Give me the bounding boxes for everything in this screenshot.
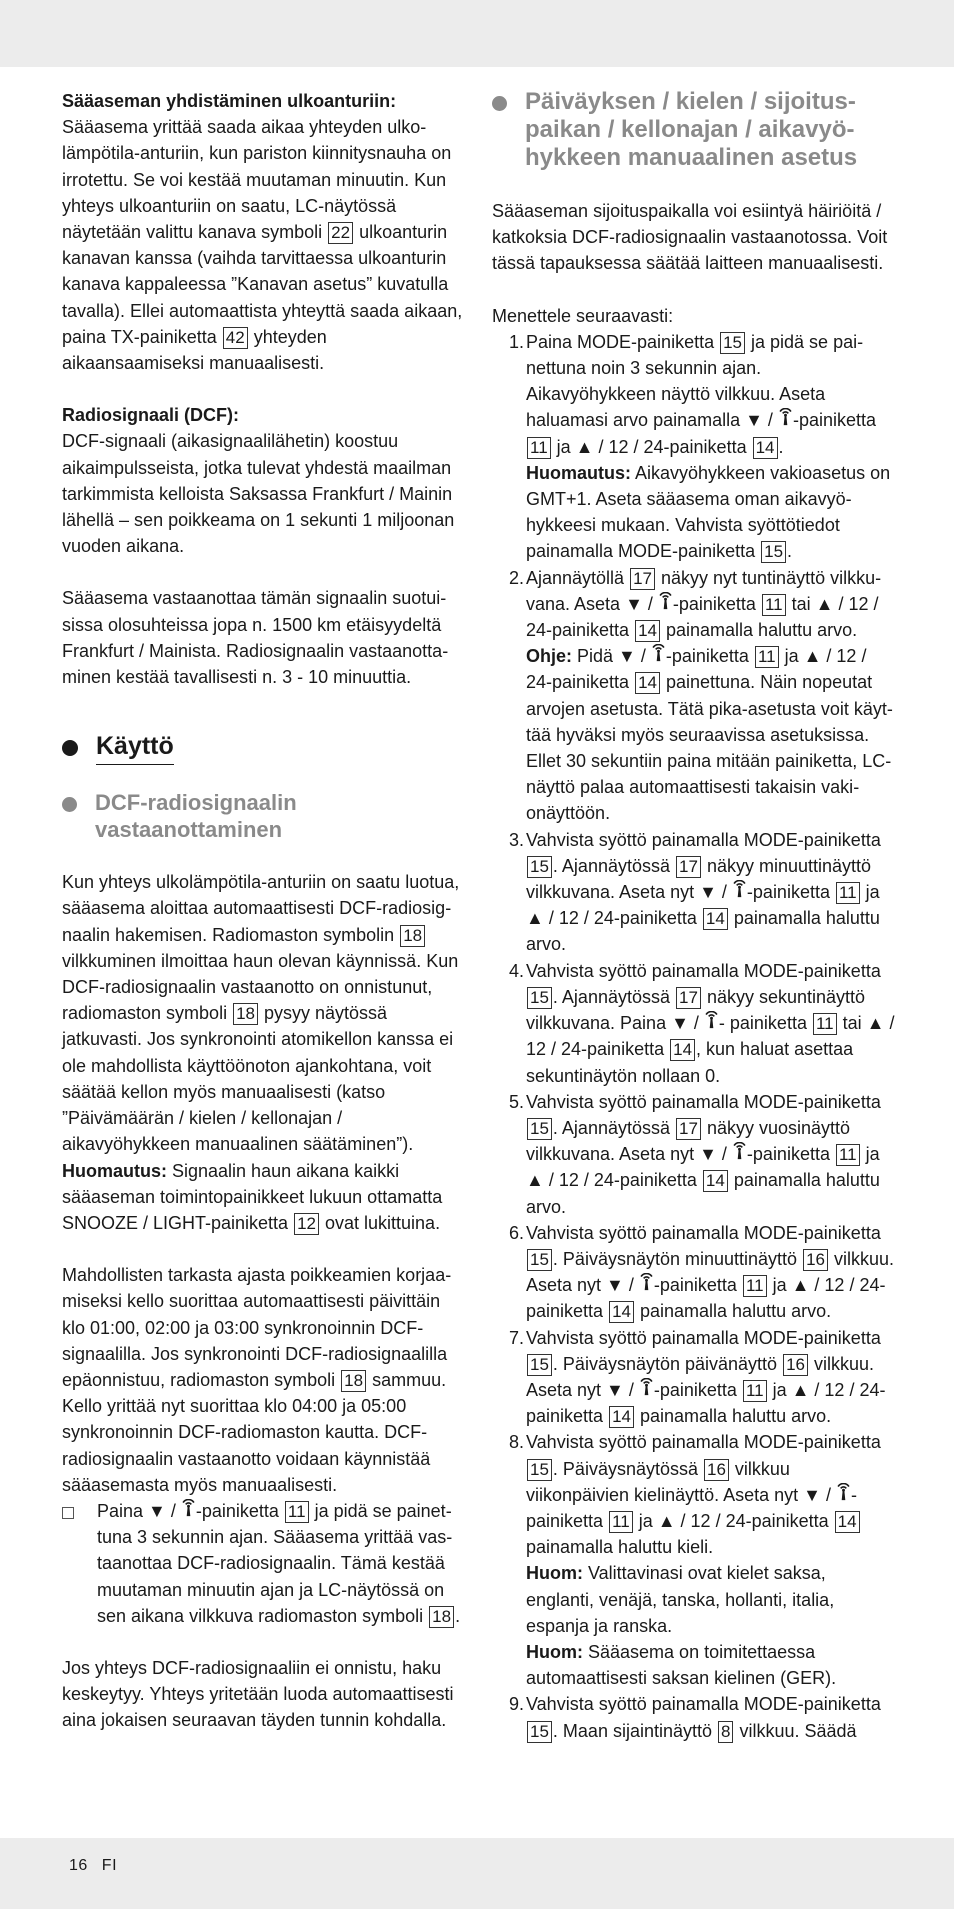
section-heading-outdoor-sensor: Sääaseman yhdistäminen ulkoanturiin: bbox=[62, 91, 397, 111]
antenna-icon bbox=[181, 1499, 196, 1517]
ref-box: 15 bbox=[527, 987, 552, 1009]
paragraph-intro: Sääaseman sijoituspaikalla voi esiintyä häiriöitä / katkoksia DCF-radiosignaalin vastaanotossa. Voit tässä tapauksessa säätää laitteen manuaalisesti. bbox=[492, 201, 888, 274]
antenna-icon bbox=[639, 1378, 654, 1396]
ref-box: 12 bbox=[294, 1213, 319, 1235]
paragraph-dcf-range: Sääasema vastaanottaa tämän signaalin suotuisissa olosuhteissa jopa n. 1500 km etäisyydeltä Frankfurt / Mainista. Radiosignaalin vastaanottaminen kestää tavallisesti n. 3 - 10 minuuttia. bbox=[62, 588, 449, 688]
step-9: 9. Vahvista syöttö painamalla MODE-painiketta 15 . Maan sijaintinäyttö 8 vilkkuu. Säädä bbox=[508, 1694, 881, 1741]
ref-box: 11 bbox=[836, 882, 860, 904]
footer-band bbox=[0, 1838, 954, 1909]
ref-box: 14 bbox=[670, 1039, 695, 1061]
antenna-icon bbox=[732, 880, 747, 898]
antenna-icon bbox=[658, 592, 673, 610]
ref-box: 15 bbox=[527, 856, 552, 878]
note-buttons-locked: Huomautus: Signaalin haun aikana kaikki sääaseman toimintopainikkeet lukuun ottamatta SNOOZE / LIGHT-painiketta 12 ovat lukittuina. bbox=[62, 1160, 443, 1233]
step-note: Huom: Sääasema on toimitettaessa automaattisesti saksan kielinen (GER). bbox=[526, 1641, 837, 1689]
section-heading-radio-signal: Radiosignaali (DCF): bbox=[62, 405, 240, 426]
antenna-icon bbox=[836, 1483, 851, 1501]
ref-box: 17 bbox=[676, 987, 701, 1009]
main-heading-usage: Käyttö bbox=[62, 730, 466, 765]
step-8: 8. Vahvista syöttö painamalla MODE-painiketta 15 . Päiväysnäytössä 16 vilkkuu viikonpäivien kielinäyttö. Aseta nyt ▼ / -painiketta 11 ja ▲ / 12 / 24-painiketta 14 painamalla haluttu kieli. Huom: Valittavinasi ovat kielet saksa, englanti, venäjä, tanska, hollanti, italia, espanja ja ranska. Huom: Sääasema on toimitettaessa automaattisesti saksan kielinen (GER). bbox=[492, 1429, 895, 1691]
step-note: Ohje: Pidä ▼ / -painiketta 11 ja ▲ / 12 / 24-painiketta 14 painettuna. Näin nopeutat arvojen asetusta. Tätä pika-asetusta voit käyttää hyväksi myös seuraavissa asetuksissa. Ellet 30 sekuntiin paina mitään painiketta, LC-näyttö palaa automaattisesti takaisin vakionäyttöön. bbox=[526, 646, 893, 824]
ref-box: 22 bbox=[328, 222, 353, 244]
ref-box: 11 bbox=[755, 646, 779, 668]
steps-list bbox=[492, 329, 895, 1744]
list-item: Paina ▼ / -painiketta 11 ja pidä se painettuna 3 sekunnin ajan. Sääasema yrittää vastaanottaa DCF-radiosignaalin. Tämä kestää muutaman minuutin ajan ja LC-näytössä on sen aikana vilkkuva radiomaston symboli 18 . bbox=[62, 1498, 466, 1629]
ref-box: 14 bbox=[609, 1406, 634, 1428]
ref-box: 15 bbox=[761, 541, 786, 563]
sub-heading-manual-setting: Päiväyksen / kielen / sijoituspaikan / kellonajan / aikavyöhykkeen manuaalinen asetus bbox=[492, 88, 895, 172]
ref-box: 14 bbox=[609, 1301, 634, 1323]
ref-box: 14 bbox=[635, 672, 660, 694]
right-column bbox=[492, 88, 895, 1744]
ref-box: 18 bbox=[400, 925, 425, 947]
ref-box: 15 bbox=[527, 1459, 552, 1481]
step-5: 5. Vahvista syöttö painamalla MODE-painiketta 15 . Ajannäytössä 17 näkyy vuosinäyttö vilkkuvana. Aseta nyt ▼ / -painiketta 11 ja ▲ / 12 / 24-painiketta 14 painamalla haluttu arvo. bbox=[508, 1091, 881, 1217]
page-number: 16 bbox=[69, 1857, 88, 1874]
page-footer bbox=[69, 1853, 131, 1879]
paragraph-outdoor-sensor: Sääasema yrittää saada aikaa yhteyden ulkolämpötila-anturiin, kun pariston kiinnitysnauha on irrotettu. Se voi kestää muutaman minuutin. Kun yhteys ulkoanturiin on saatu, LC-näytössä näytetään valittu kanava symboli 22 ulkoanturin kanavan kanssa (vaihda tarvittaessa ulkoanturin kanava kappaleessa ”Kanavan asetus” kuvatulla tavalla). Ellei automaattista yhteyttä saada aikaan, paina TX-painiketta 42 yhteyden aikaansaamiseksi manuaalisesti. bbox=[62, 117, 463, 374]
ref-box: 15 bbox=[720, 332, 745, 354]
paragraph-dcf-search: Kun yhteys ulkolämpötila-anturiin on saatu luotua, sääasema aloittaa automaattisesti DCF-radiosignaalin hakemisen. Radiomaston symbolin 18 vilkkuminen ilmoittaa haun olevan käynnissä. Kun DCF-radiosignaalin vastaanotto on onnistunut, radiomaston symboli 18 pysyy näytössä jatkuvasti. Jos synkronointi atomikellon kanssa ei ole mahdollista käyttöönoton ajankohtana, voit säätää kellon myös manuaalisesti (katso ”Päivämäärän / kielen / kellonajan / aikavyöhykkeen manuaalinen säätäminen”). bbox=[62, 872, 460, 1155]
sub-heading-dcf-reception: DCF-radiosignaalin vastaanottaminen bbox=[62, 789, 466, 843]
checkbox-bullet-icon bbox=[62, 1507, 74, 1519]
ref-box: 18 bbox=[341, 1370, 366, 1392]
ref-box: 8 bbox=[718, 1721, 733, 1743]
ref-box: 11 bbox=[743, 1275, 767, 1297]
ref-box: 16 bbox=[783, 1354, 808, 1376]
ref-box: 11 bbox=[743, 1380, 767, 1402]
antenna-icon bbox=[732, 1142, 747, 1160]
ref-box: 14 bbox=[703, 908, 728, 930]
ref-box: 11 bbox=[836, 1144, 860, 1166]
ref-box: 18 bbox=[429, 1606, 454, 1628]
ref-box: 11 bbox=[762, 594, 786, 616]
antenna-icon bbox=[639, 1273, 654, 1291]
left-column bbox=[62, 88, 466, 1734]
step-4: 4. Vahvista syöttö painamalla MODE-painiketta 15 . Ajannäytössä 17 näkyy sekuntinäyttö vilkkuvana. Paina ▼ / - painiketta 11 tai ▲ / 12 / 24-painiketta 14 , kun haluat asettaa sekuntinäytön nollaan 0. bbox=[508, 960, 895, 1086]
ref-box: 15 bbox=[527, 1354, 552, 1376]
language-code: FI bbox=[101, 1857, 118, 1874]
step-7: 7. Vahvista syöttö painamalla MODE-painiketta 15 . Päiväysnäytön päivänäyttö 16 vilkkuu. Aseta nyt ▼ / -painiketta 11 ja ▲ / 12 / 24-painiketta 14 painamalla haluttu arvo. bbox=[508, 1327, 886, 1427]
paragraph-retry: Jos yhteys DCF-radiosignaaliin ei onnistu, haku keskeytyy. Yhteys yritetään luoda automaattisesti aina jokaisen seuraavan täyden tunnin kohdalla. bbox=[62, 1657, 454, 1731]
ref-box: 14 bbox=[703, 1170, 728, 1192]
antenna-icon bbox=[704, 1011, 719, 1029]
paragraph-dcf-signal: DCF-signaali (aikasignaalilähetin) koostuu aikaimpulsseista, jotka tulevat yhdestä maailman tarkimmista kelloista Saksassa Frankfurt / Mainin lähellä – sen poikkeama on 1 sekunti 1 miljoonan vuoden aikana. bbox=[62, 431, 455, 557]
bullet-dot-icon bbox=[62, 740, 78, 756]
ref-box: 42 bbox=[223, 327, 248, 349]
bullet-dot-icon bbox=[62, 797, 77, 812]
step-note: Huomautus: Aikavyöhykkeen vakioasetus on GMT+1. Aseta sääasema oman aikavyöhykkeesi mukaan. Vahvista syöttötiedot painamalla MODE-painiketta 15 . bbox=[526, 462, 891, 562]
paragraph-proceed: Menettele seuraavasti: bbox=[492, 305, 674, 326]
ref-box: 17 bbox=[676, 856, 701, 878]
ref-box: 14 bbox=[835, 1511, 860, 1533]
antenna-icon bbox=[778, 408, 793, 426]
ref-box: 11 bbox=[527, 437, 551, 459]
ref-box: 15 bbox=[527, 1118, 552, 1140]
ref-box: 15 bbox=[527, 1249, 552, 1271]
ref-box: 18 bbox=[233, 1003, 258, 1025]
step-note: Huom: Valittavinasi ovat kielet saksa, englanti, venäjä, tanska, hollanti, italia, espanja ja ranska. bbox=[526, 1563, 835, 1636]
ref-box: 16 bbox=[803, 1249, 828, 1271]
step-6: 6. Vahvista syöttö painamalla MODE-painiketta 15 . Päiväysnäytön minuuttinäyttö 16 vilkkuu. Aseta nyt ▼ / -painiketta 11 ja ▲ / 12 / 24-painiketta 14 painamalla haluttu arvo. bbox=[508, 1222, 895, 1322]
step-3: 3. Vahvista syöttö painamalla MODE-painiketta 15 . Ajannäytössä 17 näkyy minuuttinäyttö vilkkuvana. Aseta nyt ▼ / -painiketta 11 ja ▲ / 12 / 24-painiketta 14 painamalla haluttu arvo. bbox=[508, 829, 881, 955]
ref-box: 15 bbox=[527, 1721, 552, 1743]
ref-box: 11 bbox=[609, 1511, 633, 1533]
header-band bbox=[0, 0, 954, 67]
ref-box: 11 bbox=[285, 1501, 309, 1523]
ref-box: 17 bbox=[676, 1118, 701, 1140]
ref-box: 14 bbox=[753, 437, 778, 459]
step-1: 1. Paina MODE-painiketta 15 ja pidä se painettuna noin 3 sekunnin ajan. Aikavyöhykkeen näyttö vilkkuu. Aseta haluamasi arvo painamalla ▼ / -painiketta 11 ja ▲ / 12 / 24-painiketta 14 . Huomautus: Aikavyöhykkeen vakioasetus on GMT+1. Aseta sääasema oman aikavyöhykkeesi mukaan. Vahvista syöttötiedot painamalla MODE-painiketta 15 . bbox=[492, 329, 895, 565]
ref-box: 11 bbox=[813, 1013, 837, 1035]
step-2: 2. Ajannäytöllä 17 näkyy nyt tuntinäyttö vilkkuvana. Aseta ▼ / -painiketta 11 tai ▲ / 12 / 24-painiketta 14 painamalla haluttu arvo. Ohje: Pidä ▼ / -painiketta 11 ja ▲ / 12 / 24-painiketta 14 painettuna. Näin nopeutat arvojen asetusta. Tätä pika-asetusta voit käyttää hyväksi myös seuraavissa asetuksissa. Ellet 30 sekuntiin paina mitään painiketta, LC-näyttö palaa automaattisesti takaisin vakionäyttöön. bbox=[492, 565, 895, 827]
ref-box: 17 bbox=[630, 568, 655, 590]
bullet-dot-icon bbox=[492, 96, 507, 111]
antenna-icon bbox=[651, 644, 666, 662]
ref-box: 14 bbox=[635, 620, 660, 642]
paragraph-auto-sync: Mahdollisten tarkasta ajasta poikkeamien korjaamiseksi kello suorittaa automaattisesti päivittäin klo 01:00, 02:00 ja 03:00 synkronoinnin DCF-signaalilla. Jos synkronointi DCF-radiosignaalilla epäonnistuu, radiomaston symboli 18 sammuu. Kello yrittää nyt suorittaa klo 04:00 ja 05:00 synkronoinnin DCF-radiomaston kautta. DCF-radiosignaalin vastaanotto voidaan käynnistää sääasemasta myös manuaalisesti. bbox=[62, 1265, 452, 1495]
ref-box: 16 bbox=[704, 1459, 729, 1481]
